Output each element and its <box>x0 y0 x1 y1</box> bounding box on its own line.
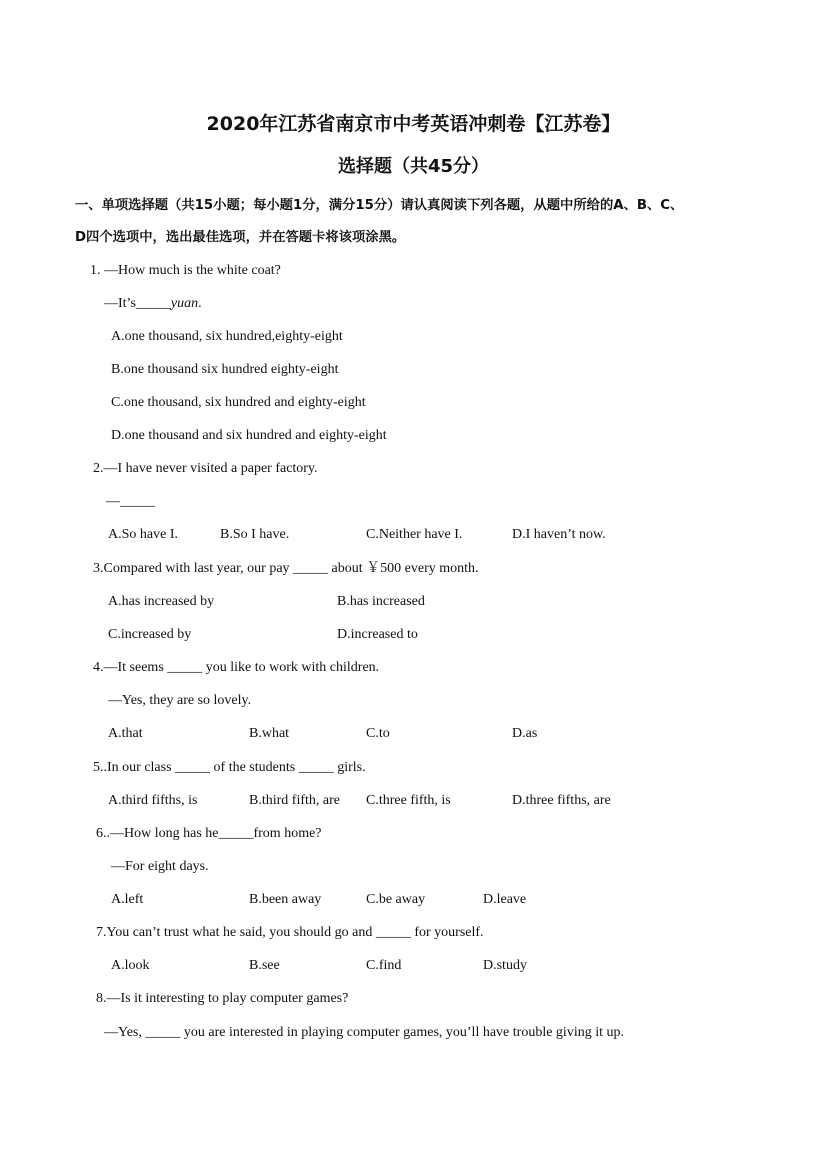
question-6-option-c[interactable]: C.be away <box>366 892 426 907</box>
section-subtitle: 选择题（共45分） <box>337 156 490 177</box>
question-3-option-b[interactable]: B.has increased <box>337 594 425 609</box>
question-4-stem: 4.—It seems _____ you like to work with children. <box>93 660 380 675</box>
question-7-option-c[interactable]: C.find <box>366 958 402 973</box>
question-6-option-a[interactable]: A.left <box>111 892 144 907</box>
question-2-stem: 2.—I have never visited a paper factory. <box>93 461 318 476</box>
question-3-option-d[interactable]: D.increased to <box>337 627 418 642</box>
question-4-option-c[interactable]: C.to <box>366 726 390 741</box>
question-2-option-d[interactable]: D.I haven’t now. <box>512 527 606 542</box>
question-3-stem: 3.Compared with last year, our pay _____ about ￥500 every month. <box>93 561 479 576</box>
section-instruction-line2: D四个选项中，选出最佳选项，并在答题卡将该项涂黑。 <box>75 230 406 245</box>
question-6-answer-line: —For eight days. <box>111 859 209 874</box>
question-7-stem: 7.You can’t trust what he said, you should go and _____ for yourself. <box>96 925 484 940</box>
section-instruction-line1: 一、单项选择题（共15小题；每小题1分，满分15分）请认真阅读下列各题，从题中所给的A、B、C、 <box>75 198 684 213</box>
question-7-option-d[interactable]: D.study <box>483 958 527 973</box>
question-4-option-a[interactable]: A.that <box>108 726 143 741</box>
question-2-option-b[interactable]: B.So I have. <box>220 527 290 542</box>
question-6-option-d[interactable]: D.leave <box>483 892 527 907</box>
question-1-option-d[interactable]: D.one thousand and six hundred and eighty-eight <box>111 428 387 443</box>
page-title: 2020年江苏省南京市中考英语冲刺卷【江苏卷】 <box>206 113 621 135</box>
question-1-option-a[interactable]: A.one thousand, six hundred,eighty-eight <box>111 329 343 344</box>
question-2-answer-line: —_____ <box>106 494 155 509</box>
question-3-option-c[interactable]: C.increased by <box>108 627 192 642</box>
question-8-stem: 8.—Is it interesting to play computer games? <box>96 991 349 1006</box>
question-5-option-c[interactable]: C.three fifth, is <box>366 793 451 808</box>
question-4-option-b[interactable]: B.what <box>249 726 290 741</box>
question-4-option-d[interactable]: D.as <box>512 726 538 741</box>
question-1-stem: 1. —How much is the white coat? <box>90 263 281 278</box>
question-1-option-b[interactable]: B.one thousand six hundred eighty-eight <box>111 362 339 377</box>
question-7-option-a[interactable]: A.look <box>111 958 150 973</box>
question-6-option-b[interactable]: B.been away <box>249 892 322 907</box>
question-6-stem: 6..—How long has he_____from home? <box>96 826 322 841</box>
question-8-answer-line: —Yes, _____ you are interested in playing computer games, you’ll have trouble giving it up. <box>104 1025 624 1040</box>
question-5-option-d[interactable]: D.three fifths, are <box>512 793 611 808</box>
question-5-stem: 5..In our class _____ of the students _____ girls. <box>93 760 366 775</box>
question-2-option-a[interactable]: A.So have I. <box>108 527 178 542</box>
question-5-option-b[interactable]: B.third fifth, are <box>249 793 340 808</box>
question-7-option-b[interactable]: B.see <box>249 958 280 973</box>
question-4-answer-line: —Yes, they are so lovely. <box>108 693 252 708</box>
question-3-option-a[interactable]: A.has increased by <box>108 594 215 609</box>
question-1-option-c[interactable]: C.one thousand, six hundred and eighty-eight <box>111 395 366 410</box>
question-5-option-a[interactable]: A.third fifths, is <box>108 793 198 808</box>
question-2-option-c[interactable]: C.Neither have I. <box>366 527 463 542</box>
question-1-answer-line: —It’s_____yuan. <box>104 296 202 311</box>
